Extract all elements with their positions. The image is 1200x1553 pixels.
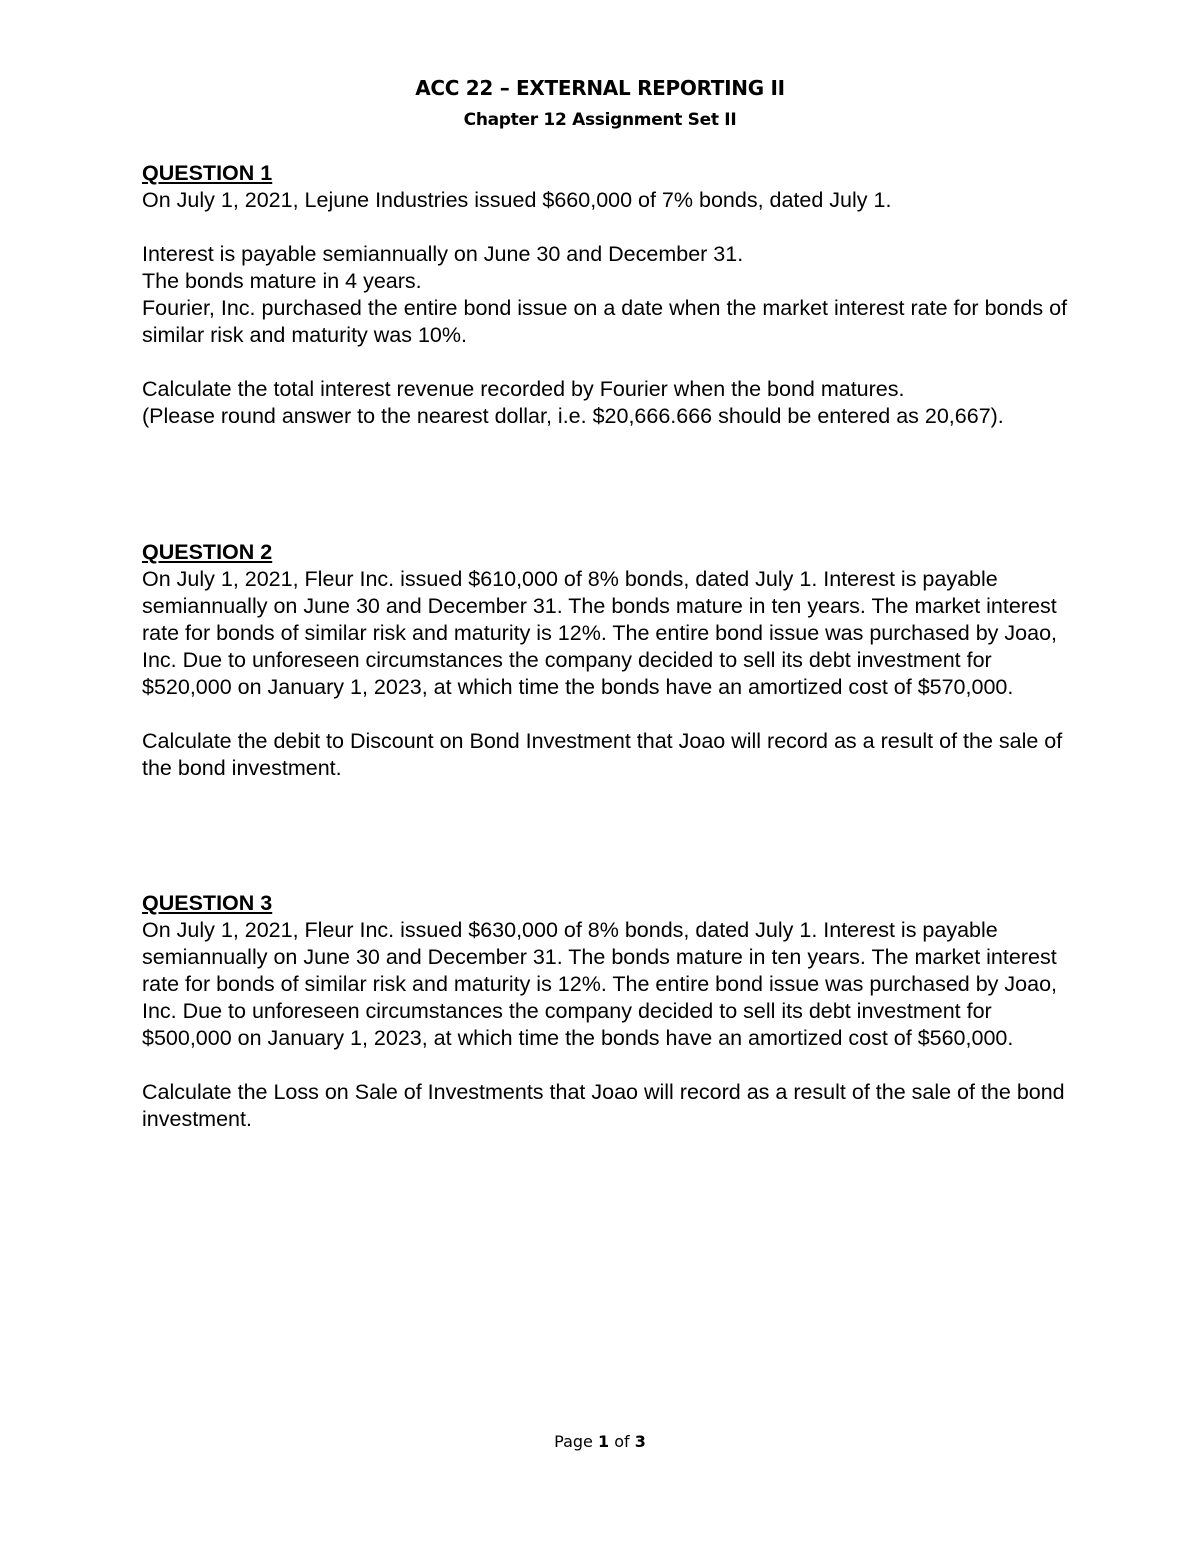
- question-2-task: Calculate the debit to Discount on Bond Investment that Joao will record as a result of the sale of the bond investment.: [142, 729, 1063, 780]
- question-2-heading: QUESTION 2: [142, 540, 273, 564]
- page-total: 3: [634, 1432, 646, 1451]
- question-1-line-5: Calculate the total interest revenue recorded by Fourier when the bond matures.: [142, 377, 905, 401]
- document-title: ACC 22 – EXTERNAL REPORTING II: [415, 76, 785, 100]
- page-label: Page: [554, 1432, 593, 1451]
- page-current: 1: [597, 1432, 610, 1451]
- question-1-line-4: Fourier, Inc. purchased the entire bond issue on a date when the market interest rate for bonds of similar risk and maturity was 10%.: [142, 296, 1068, 347]
- page-number-footer: [0, 1432, 1200, 1451]
- question-1-heading: QUESTION 1: [142, 161, 273, 185]
- question-3: [142, 890, 1072, 1133]
- question-1: [142, 160, 1072, 430]
- question-2: [142, 539, 1072, 782]
- question-3-task: Calculate the Loss on Sale of Investments that Joao will record as a result of the sale of the bond investment.: [142, 1080, 1065, 1131]
- question-1-line-3: The bonds mature in 4 years.: [142, 269, 422, 293]
- paragraph-gap: [142, 214, 1072, 241]
- page-of-label: of: [614, 1432, 630, 1451]
- paragraph-gap: [142, 349, 1072, 376]
- question-1-line-6: (Please round answer to the nearest dollar, i.e. $20,666.666 should be entered as 20,667).: [142, 404, 1004, 428]
- paragraph-gap: [142, 701, 1072, 728]
- question-1-line-2: Interest is payable semiannually on June 30 and December 31.: [142, 242, 744, 266]
- question-1-line-1: On July 1, 2021, Lejune Industries issued $660,000 of 7% bonds, dated July 1.: [142, 188, 892, 212]
- question-3-heading: QUESTION 3: [142, 891, 273, 915]
- paragraph-gap: [142, 1052, 1072, 1079]
- question-3-body: On July 1, 2021, Fleur Inc. issued $630,000 of 8% bonds, dated July 1. Interest is payable semiannually on June 30 and December 31. The bonds mature in ten years. The market interest rate for bonds of similar risk and maturity is 12%. The entire bond issue was purchased by Joao, Inc. Due to unforeseen circumstances the company decided to sell its debt investment for $500,000 on January 1, 2023, at which time the bonds have an amortized cost of $560,000.: [142, 918, 1057, 1050]
- question-2-body: On July 1, 2021, Fleur Inc. issued $610,000 of 8% bonds, dated July 1. Interest is payable semiannually on June 30 and December 31. The bonds mature in ten years. The market interest rate for bonds of similar risk and maturity is 12%. The entire bond issue was purchased by Joao, Inc. Due to unforeseen circumstances the company decided to sell its debt investment for $520,000 on January 1, 2023, at which time the bonds have an amortized cost of $570,000.: [142, 567, 1057, 699]
- document-subtitle: Chapter 12 Assignment Set II: [463, 110, 737, 130]
